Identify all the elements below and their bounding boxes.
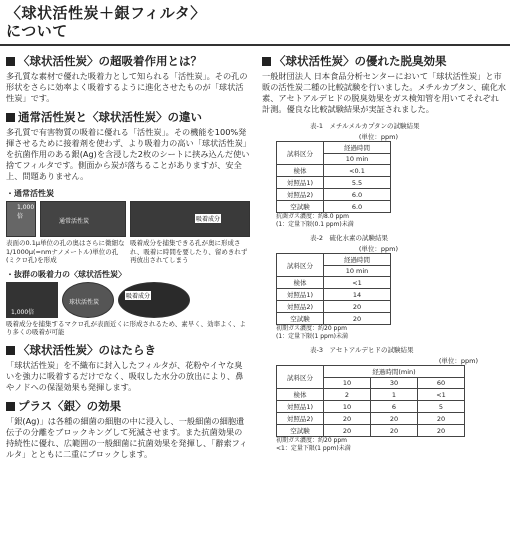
table-header-min: 10 min	[324, 266, 391, 277]
table-3-note-1: 初期ガス濃度：約20 ppm	[276, 437, 348, 444]
table-row: 対照品1) 14	[277, 289, 391, 301]
table-header-sample: 試料区分	[277, 366, 324, 389]
table-1-unit: (単位：ppm)	[358, 133, 398, 141]
spherical-carbon-photo	[6, 282, 58, 318]
normal-carbon-pore-image	[130, 201, 250, 237]
table-row: 対照品2) 20 20 20	[277, 413, 465, 425]
section-body-2: 多孔質で有害物質の吸着に優れる「活性炭」。その機能を100%発揮させるために接着剤を使わず、より吸着力の高い「球状活性炭」を抗菌作用のある銀(Ag)を含浸した2枚のシートに挟み込んだ使い捨てフィルタです。側面から炭が落ちることがありますが、安全上、問題ありません。	[6, 127, 250, 181]
title-rule	[0, 44, 510, 46]
square-bullet-icon	[262, 57, 271, 66]
square-bullet-icon	[6, 402, 15, 411]
section-body-3: 「球状活性炭」を不織布に封入したフィルタが、花粉やイヤな臭いを強力に吸着するだけでなく、吸収した水分の放出により、鼻やノドへの保湿効果も発揮します。	[6, 359, 244, 392]
table-3-note-2: <1：定量下限(1 ppm)未満	[276, 445, 351, 452]
normal-carbon-captions	[6, 239, 250, 265]
table-row: 検体 2 1 <1	[277, 389, 465, 401]
adsorption-label-2: 吸着成分	[126, 292, 151, 300]
section-body-5: 一般財団法人 日本食品分析センターにおいて「球状活性炭」と市販の活性炭二種の比較試験を行いました。メチルカプタン、硫化水素、アセトアルデヒドの脱臭効果をガス検知管を用いてそれぞれ計測。優良な比較試験結果が実証されました。	[262, 71, 506, 114]
table-col-header: 10	[324, 378, 371, 389]
table-header-time: 経過時間	[324, 142, 391, 154]
table-2-note-1: 初期ガス濃度：約20 ppm	[276, 325, 348, 332]
table-row: 空試験 20 20 20	[277, 425, 465, 437]
magnification-label-2: 1,000倍	[11, 308, 35, 316]
table-row: 空試験 20	[277, 313, 391, 325]
caption-b: 吸着成分を捕集できる孔が奥に形成され、吸着に時間を要したり、留めきれず再放出されてしまう	[130, 239, 248, 264]
section-heading-5: 〈球状活性炭〉の優れた脱臭効果	[262, 54, 506, 68]
table-1	[276, 141, 391, 213]
table-1-note-1: 抗菌ガス濃度：約8.0 ppm	[276, 213, 349, 220]
table-2-unit: (単位：ppm)	[358, 245, 398, 253]
table-2-note-2: (1：定量下限(1 ppm)未満	[276, 333, 349, 340]
square-bullet-icon	[6, 113, 15, 122]
table-header-sample: 試料区分	[277, 254, 324, 277]
table-row: 検体 <0.1	[277, 165, 391, 177]
normal-carbon-image-label: 通常活性炭	[59, 218, 90, 225]
table-header-time: 経過時間	[324, 254, 391, 266]
section-heading-1: 〈球状活性炭〉の超吸着作用とは？	[6, 54, 250, 68]
table-header-min: 10 min	[324, 154, 391, 165]
table-3	[276, 365, 465, 437]
square-bullet-icon	[6, 346, 15, 355]
magnification-label: 1,000倍	[17, 204, 35, 220]
section-heading-2: 通常活性炭と〈球状活性炭〉の違い	[6, 110, 250, 124]
caption-c: 吸着成分を捕集するマクロ孔が表面近くに形成されるため、素早く、効率よく、より多くの吸着が可能	[6, 319, 246, 336]
spherical-carbon-label: ・抜群の吸着力の〈球状活性炭〉	[6, 269, 126, 279]
section-heading-4: プラス〈銀〉の効果	[6, 399, 250, 413]
section-body-4: 「銀(Ag)」は各種の細菌の細胞の中に浸入し、一般細菌の細胞遺伝子の分離をブロックキングして死滅させます。また抗菌効果の持続性に優れ、広範囲の一般細菌に抗菌効果を発揮し、「辭索フィルタ」とともに二重にブロックします。	[6, 415, 248, 459]
title-line-2: について	[6, 22, 68, 40]
normal-carbon-photo	[6, 201, 36, 237]
adsorption-label: 吸着成分	[196, 216, 221, 223]
square-bullet-icon	[6, 57, 15, 66]
normal-carbon-structure-image	[40, 201, 126, 237]
right-column	[262, 54, 506, 453]
page-title	[6, 4, 256, 40]
table-1-note-2: (1：定量下限(0.1 ppm)未満	[276, 221, 354, 228]
spherical-image-label: 球状活性炭	[69, 298, 100, 306]
table-row: 空試験 6.0	[277, 201, 391, 213]
spherical-carbon-ball-image	[62, 282, 114, 318]
section-heading-3: 〈球状活性炭〉のはたらき	[6, 343, 250, 357]
table-row: 検体 <1	[277, 277, 391, 289]
caption-a: 表面の0.1μ単位の孔の奥はさらに微細な1/1000μ(=nmナノメートル)単位の孔(ミクロ孔)を形成	[6, 239, 125, 264]
spherical-carbon-leaf-image	[118, 282, 190, 318]
table-2	[276, 253, 391, 325]
normal-carbon-images	[6, 201, 250, 237]
table-2-title: 表-2 硫化水素の試験結果	[310, 234, 388, 242]
table-row: 対照品2) 20	[277, 301, 391, 313]
table-row: 対照品2) 6.0	[277, 189, 391, 201]
table-col-header: 30	[371, 378, 418, 389]
table-3-title: 表-3 アセトアルデヒドの試験結果	[310, 346, 414, 354]
table-3-unit: (単位：ppm)	[438, 357, 478, 365]
table-col-header: 60	[418, 378, 465, 389]
table-header-sample: 試料区分	[277, 142, 324, 165]
left-column	[6, 54, 250, 466]
normal-carbon-label: ・通常活性炭	[6, 189, 54, 198]
table-header-time: 経過時間(min)	[324, 366, 465, 378]
table-row: 対照品1) 5.5	[277, 177, 391, 189]
title-line-1: 〈球状活性炭＋銀フィルタ〉	[6, 4, 206, 22]
table-1-title: 表-1 メチルメルカプタンの試験結果	[310, 122, 420, 130]
table-row: 対照品1) 10 6 5	[277, 401, 465, 413]
spherical-carbon-images	[6, 282, 250, 318]
section-body-1: 多孔質な素材で優れた吸着力として知られる「活性炭」。その孔の形状をさらに効率よく吸着するように進化させたものが「球状活性炭」です。	[6, 71, 248, 103]
